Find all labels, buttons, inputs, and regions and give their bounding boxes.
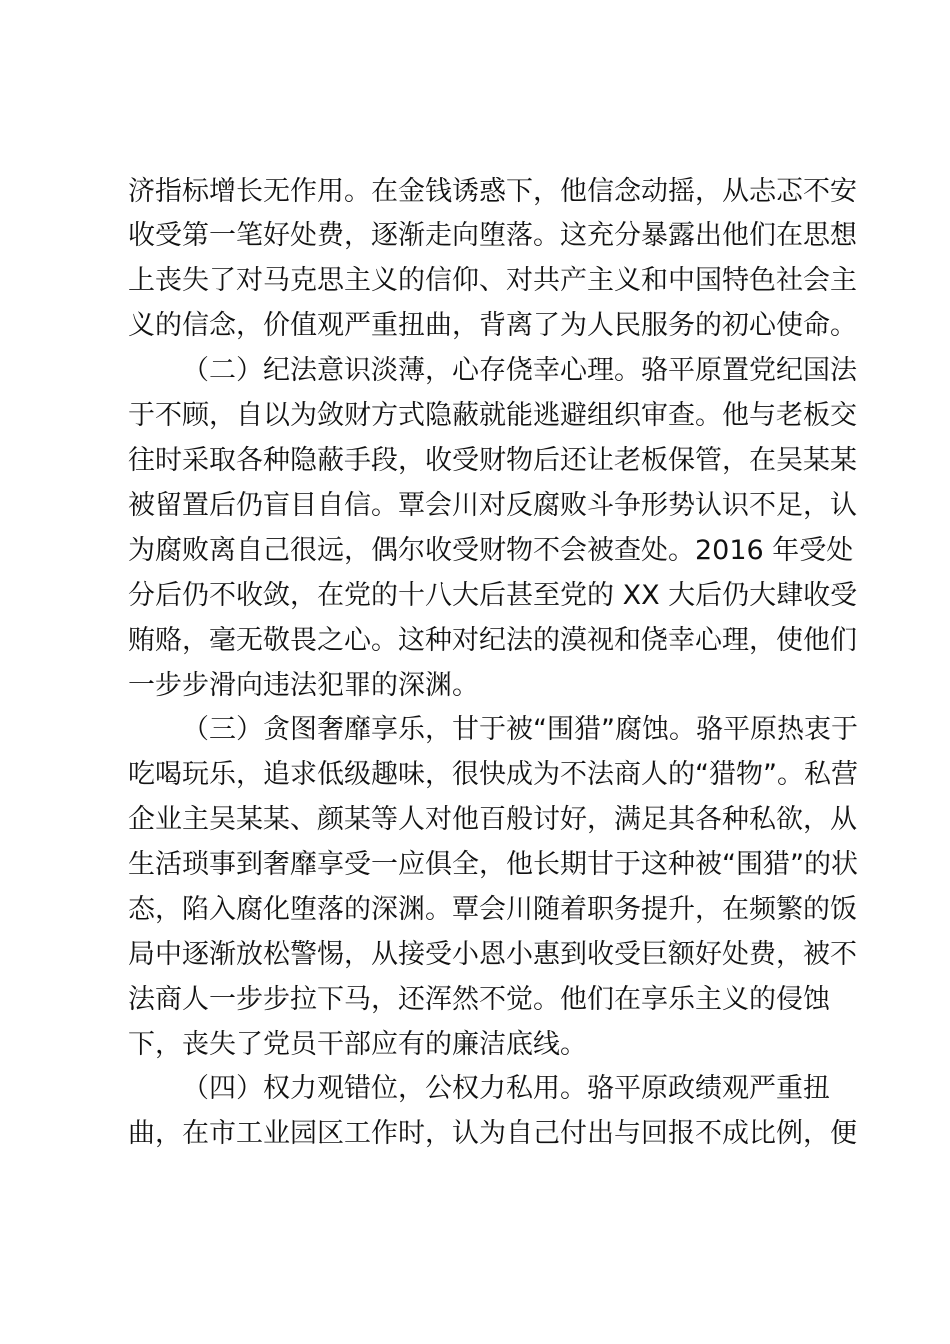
text-line: 被留置后仍盲目自信。覃会川对反腐败斗争形势认识不足，认 — [128, 490, 857, 521]
text-line: 吃喝玩乐，追求低级趣味，很快成为不法商人的“猎物”。私营 — [128, 759, 858, 790]
text-line: 上丧失了对马克思主义的信仰、对共产主义和中国特色社会主 — [128, 265, 857, 296]
section-heading-line: （四）权力观错位，公权力私用。骆平原政绩观严重扭 — [182, 1073, 830, 1104]
text-line: 一步步滑向违法犯罪的深渊。 — [128, 670, 479, 701]
text-line: 分后仍不收敛，在党的十八大后甚至党的 XX 大后仍大肆收受 — [128, 580, 858, 611]
text-line: 往时采取各种隐蔽手段，收受财物后还让老板保管，在吴某某 — [128, 445, 857, 476]
text-line: 贿赂，毫无敬畏之心。这种对纪法的漠视和侥幸心理，使他们 — [128, 625, 857, 656]
text-line: 生活琐事到奢靡享受一应俱全，他长期甘于这种被“围猎”的状 — [128, 849, 858, 880]
text-line: 法商人一步步拉下马，还浑然不觉。他们在享乐主义的侵蚀 — [128, 984, 830, 1015]
text-line: 企业主吴某某、颜某等人对他百般讨好，满足其各种私欲，从 — [128, 804, 857, 835]
text-line: 济指标增长无作用。在金钱诱惑下，他信念动摇，从忐忑不安 — [128, 176, 857, 207]
text-line: 局中逐渐放松警惕，从接受小恩小惠到收受巨额好处费，被不 — [128, 939, 857, 970]
text-line: 于不顾，自以为敛财方式隐蔽就能逃避组织审查。他与老板交 — [128, 400, 857, 431]
section-heading-line: （三）贪图奢靡享乐，甘于被“围猎”腐蚀。骆平原热衷于 — [182, 714, 858, 745]
text-line: 义的信念，价值观严重扭曲，背离了为人民服务的初心使命。 — [128, 310, 857, 341]
text-line: 态，陷入腐化堕落的深渊。覃会川随着职务提升，在频繁的饭 — [128, 894, 857, 925]
text-line: 曲，在市工业园区工作时，认为自己付出与回报不成比例，便 — [128, 1118, 857, 1149]
section-heading-line: （二）纪法意识淡薄，心存侥幸心理。骆平原置党纪国法 — [182, 355, 857, 386]
text-line: 下，丧失了党员干部应有的廉洁底线。 — [128, 1029, 587, 1060]
text-line: 为腐败离自己很远，偶尔收受财物不会被查处。2016 年受处 — [128, 535, 854, 566]
text-line: 收受第一笔好处费，逐渐走向堕落。这充分暴露出他们在思想 — [128, 220, 857, 251]
